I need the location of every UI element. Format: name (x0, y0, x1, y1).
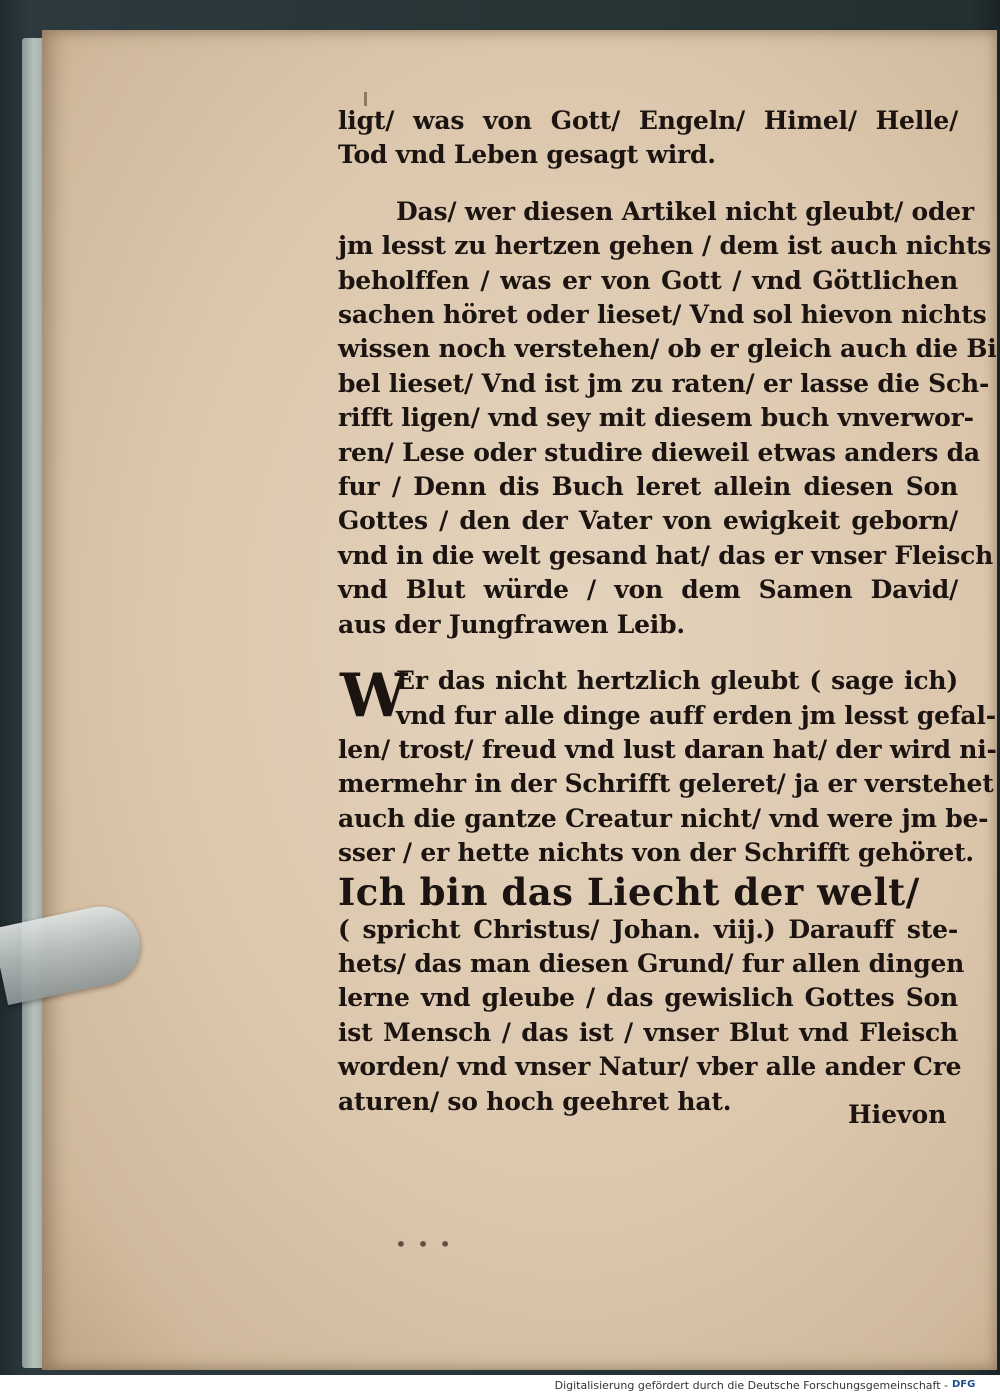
dfg-logo: DFG (952, 1379, 976, 1390)
text-line: vnd in die welt gesand hat/ das er vnser Fleisch (338, 540, 994, 570)
text-line: aus der Jungfrawen Leib. (338, 609, 685, 639)
drop-initial: W (340, 661, 408, 732)
text-line: aturen/ so hoch geehret hat. (338, 1086, 732, 1116)
text-line: sachen höret oder lieset/ Vnd sol hievon nichts (338, 300, 987, 330)
text-line: ren/ Lese oder studire dieweil etwas anders da (338, 437, 980, 467)
text-line: vnd Blut würde / von dem Samen David/ (338, 575, 958, 605)
text-line: ( spricht Christus/ Johan. viij.) Darauff ste- (338, 914, 958, 944)
text-line: beholffen / was er von Gott / vnd Göttlichen (338, 265, 958, 295)
text-line: wissen noch verstehen/ ob er gleich auch die Bi (338, 334, 997, 364)
text-line: mermehr in der Schrifft geleret/ ja er verstehet (338, 769, 994, 799)
text-line: ligt/ was von Gott/ Engeln/ Himel/ Helle/ (338, 106, 958, 135)
text-line: lerne vnd gleube / das gewislich Gottes Son (338, 983, 958, 1013)
text-line: ist Mensch / das ist / vnser Blut vnd Fleisch (338, 1017, 958, 1047)
text-line: len/ trost/ freud vnd lust daran hat/ der wird ni- (338, 734, 997, 764)
text-line: bel lieset/ Vnd ist jm zu raten/ er lasse die Sch- (338, 368, 990, 398)
text-line: Gottes / den der Vater von ewigkeit geborn/ (338, 506, 958, 536)
text-line: Das/ wer diesen Artikel nicht gleubt/ oder (396, 196, 974, 226)
text-line: Tod vnd Leben gesagt wird. (338, 140, 716, 170)
text-line: vnd fur alle dinge auff erden jm lesst gefal- (396, 700, 996, 730)
text-line: Er das nicht hertzlich gleubt ( sage ich) (396, 666, 958, 696)
footer-credit: Digitalisierung gefördert durch die Deutsche Forschungsgemeinschaft - (554, 1379, 948, 1392)
quote-heading: Ich bin das Liecht der welt/ (338, 869, 920, 914)
text-line: sser / er hette nichts von der Schrifft gehöret. (338, 838, 974, 868)
page-text (338, 104, 997, 1119)
text-line: auch die gantze Creatur nicht/ vnd were jm be- (338, 803, 989, 833)
text-line: jm lesst zu hertzen gehen / dem ist auch nichts (338, 231, 992, 261)
catchword: Hievon (848, 1100, 947, 1129)
text-line: fur / Denn dis Buch leret allein diesen Son (338, 472, 958, 502)
text-line: hets/ das man diesen Grund/ fur allen dingen (338, 948, 965, 978)
text-line: rifft ligen/ vnd sey mit diesem buch vnverwor- (338, 403, 974, 433)
stray-marks: • • • (395, 1232, 454, 1256)
paragraph-with-initial (338, 661, 997, 870)
text-line: worden/ vnd vnser Natur/ vber alle ander Cre (338, 1052, 962, 1082)
